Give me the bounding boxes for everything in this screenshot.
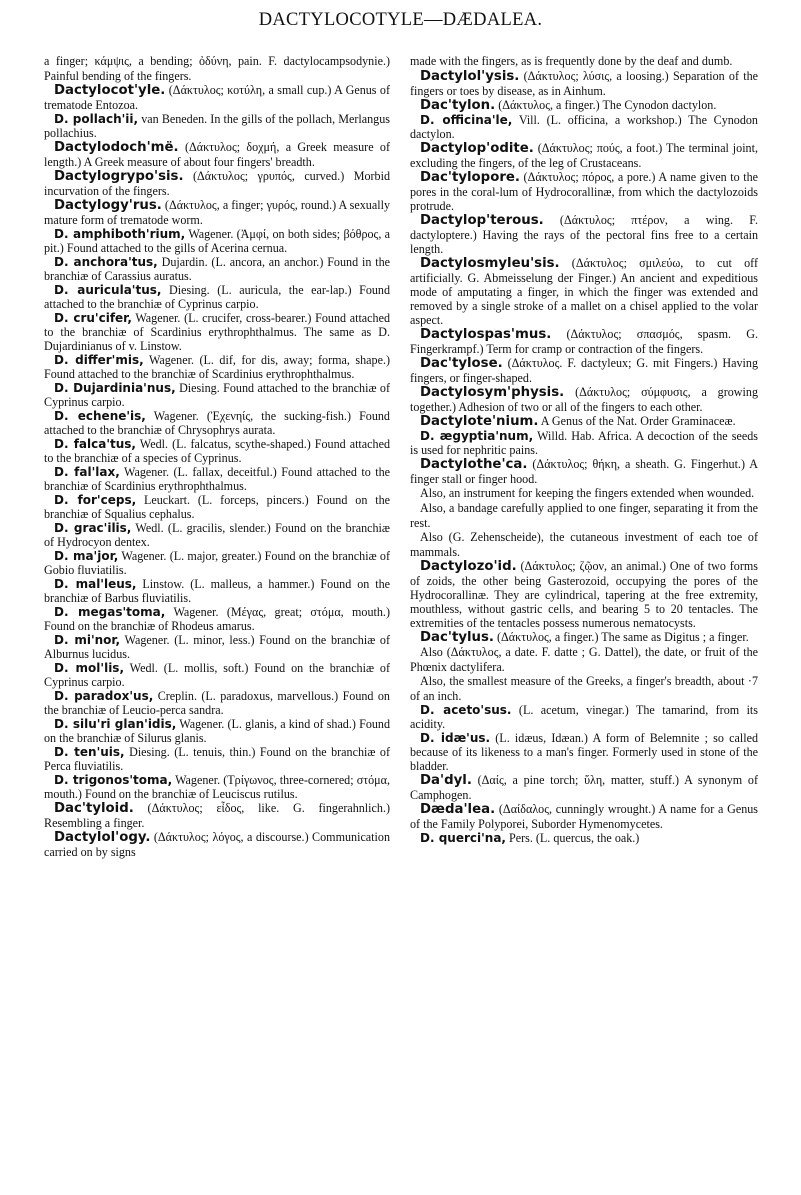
definition: (Δάκτυλος; ζῷον, an animal.) One of two forms of zoids, the other being Gasterozoid, occupying the pores of the Hydrocorallinæ. They are cylindrical, tapering at the free extremity, mouthless, without gastric cells, and bearing 5 to 20 tentacles. The extremities of the tentacles possess numerous nematocysts. (410, 559, 758, 630)
entry (44, 112, 390, 140)
definition: van Beneden. In the gills of the pollach, Merlangus pollachius. (44, 112, 390, 140)
headword: D. differ'mis, (54, 353, 144, 367)
headword: Da'dyl. (420, 773, 472, 788)
entry (44, 169, 390, 198)
entry (410, 530, 758, 559)
entry (44, 717, 390, 745)
entry (410, 327, 758, 356)
definition: Wagener. (L. major, greater.) Found on the branchiæ of Gobio fluviatilis. (44, 549, 390, 577)
definition: Diesing. (L. tenuis, thin.) Found on the branchiæ of Perca fluviatilis. (44, 745, 390, 773)
entry (410, 674, 758, 703)
headword: D. ma'jor, (54, 549, 119, 563)
entry (410, 802, 758, 831)
entry (44, 605, 390, 633)
definition: Creplin. (L. paradoxus, marvellous.) Found on the branchiæ of Leucio-perca sandra. (44, 689, 390, 717)
entry (44, 689, 390, 717)
definition: Wedl. (L. falcatus, scythe-shaped.) Found attached to the branchiæ of a species of Cyprinus. (44, 437, 390, 465)
entry (410, 113, 758, 141)
entry (410, 731, 758, 773)
definition: (Δάκτυλος; πόρος, a pore.) A name given to the pores in the coral-lum of Hydrocorallinæ, from which the dactylozoids protrude. (410, 170, 758, 213)
entry (44, 227, 390, 255)
definition: Wedl. (L. mollis, soft.) Found on the branchiæ of Cyprinus carpio. (44, 661, 390, 689)
headword: Dactylol'ogy. (54, 830, 151, 845)
definition: Vill. (L. officina, a workshop.) The Cynodon dactylon. (410, 113, 758, 141)
definition: Also, the smallest measure of the Greeks, a finger's breadth, about ·7 of an inch. (410, 674, 758, 703)
entry (44, 830, 390, 859)
definition: made with the fingers, as is frequently done by the deaf and dumb. (410, 54, 733, 68)
headword: Dactylodoch'më. (54, 140, 179, 155)
definition: Diesing. (L. auricula, the ear-lap.) Found attached to the branchiæ of Cyprinus carpio. (44, 283, 391, 311)
entry (44, 311, 390, 353)
headword: Dactylothe'ca. (420, 457, 528, 472)
headword: D. Dujardinia'nus, (54, 381, 176, 395)
entry (410, 69, 758, 98)
definition: Wagener. (L. glanis, a kind of shad.) Found on the branchiæ of Silurus glanis. (44, 717, 391, 745)
definition: (Δάκτυλος; πτέρον, a wing. F. dactyloptere.) Having the rays of the pectoral fins free to a certain length. (410, 213, 758, 256)
definition: (Δάκτυλος; σμιλεύω, to cut off artificially. G. Abmeisselung der Finger.) An ancient and expeditious mode of amputating a finger, in which the finger was extended and removed by a single stroke of a mallet on a chisel applied to the volar aspect. (410, 256, 758, 327)
definition: Wagener. (Μέγας, great; στόμα, mouth.) Found on the branchiæ of Rhodeus amarus. (44, 605, 390, 633)
headword: Dactylocot'yle. (54, 83, 166, 98)
entry (44, 83, 390, 112)
definition: (Δάκτυλος; πούς, a foot.) The terminal joint, excluding the fingers, of the leg of Crustaceans. (410, 141, 758, 170)
headword: D. falca'tus, (54, 437, 136, 451)
headword: Dactylozo'id. (420, 559, 517, 574)
headword: D. amphiboth'rium, (54, 227, 186, 241)
headword: D. echene'is, (54, 409, 146, 423)
headword: Dac'tylus. (420, 630, 494, 645)
definition: (Δάκτυλος, a finger; γυρός, round.) A sexually mature form of trematode worm. (44, 198, 390, 227)
definition: (Δάκτυλος; λύσις, a loosing.) Separation of the fingers or toes by disease, as in Ainhum. (410, 69, 758, 98)
definition: (Δάκτυλος; σύμφυσις, a growing together.) Adhesion of two or all of the fingers to each other. (410, 385, 758, 414)
definition: (Δαίς, a pine torch; ὕλη, matter, stuff.) A synonym of Camphogen. (410, 773, 758, 802)
definition: Diesing. Found attached to the branchiæ of Cyprinus carpio. (44, 381, 391, 409)
entry (410, 486, 758, 501)
definition: (L. acetum, vinegar.) The tamarind, from its acidity. (410, 703, 759, 731)
definition: Leuckart. (L. forceps, pincers.) Found on the branchiæ of Squalius cephalus. (44, 493, 391, 521)
entry (410, 559, 758, 630)
definition: (Δάκτυλος; σπασμός, spasm. G. Fingerkrampf.) Term for cramp or contraction of the fingers. (410, 327, 758, 356)
entry (410, 213, 758, 256)
headword: D. auricula'tus, (54, 283, 162, 297)
definition: (Δάκτυλος; εἶδος, like. G. fingerahnlich.) Resembling a finger. (44, 801, 390, 830)
entry (410, 141, 758, 170)
entry (44, 54, 390, 83)
definition: Linstow. (L. malleus, a hammer.) Found on the branchiæ of Barbus fluviatilis. (44, 577, 390, 605)
entry (410, 703, 758, 731)
definition: Wedl. (L. gracilis, slender.) Found on the branchiæ of Hydrocyon dentex. (44, 521, 390, 549)
definition: (L. idæus, Idæan.) A form of Belemnite ; so called because of its likeness to a man's finger. Formerly used in stone of the bladder. (410, 731, 758, 773)
entry (44, 661, 390, 689)
entry (44, 521, 390, 549)
entry (410, 429, 758, 457)
entry (44, 465, 390, 493)
definition: (Δάκτυλος, a finger.) The Cynodon dactylon. (495, 98, 717, 112)
definition: Wagener. (L. minor, less.) Found on the branchiæ of Alburnus lucidus. (44, 633, 390, 661)
headword: Dactylosym'physis. (420, 385, 565, 400)
definition: Wagener. (Τρίγωνος, three-cornered; στόμα, mouth.) Found on the branchiæ of Leuciscus rutilus. (44, 773, 390, 801)
headword: D. idæ'us. (420, 731, 491, 745)
definition: Dujardin. (L. ancora, an anchor.) Found in the branchiæ of Carassius auratus. (44, 255, 390, 283)
headword: D. mi'nor, (54, 633, 121, 647)
entry (44, 409, 390, 437)
headword: Dactylospas'mus. (420, 327, 552, 342)
headword: D. querci'na, (420, 831, 506, 845)
headword: Dac'tylon. (420, 98, 496, 113)
headword: Dactylop'odite. (420, 141, 534, 156)
entry (44, 577, 390, 605)
headword: D. ten'uis, (54, 745, 125, 759)
entry (410, 54, 758, 69)
headword: D. fal'lax, (54, 465, 120, 479)
entry (44, 255, 390, 283)
definition: Wagener. (L. crucifer, cross-bearer.) Found attached to the branchiæ of Scardinius erythrophthalmus. The same as D. Dujardinianus of v. Linstow. (44, 311, 391, 353)
definition: (Δάκτυλος, a finger.) The same as Digitus ; a finger. (493, 630, 749, 644)
entry (410, 170, 758, 213)
entry (410, 773, 758, 802)
definition: (Δάκτυλος; κοτύλη, a small cup.) A Genus of trematode Entozoa. (44, 83, 390, 112)
headword: Dactylote'nium. (420, 414, 539, 429)
definition: Wagener. (Ἐχενηίς, the sucking-fish.) Found attached to the branchiæ of Chrysophrys aurata. (44, 409, 390, 437)
headword: D. aceto'sus. (420, 703, 512, 717)
definition: Wagener. (L. fallax, deceitful.) Found attached to the branchiæ of Scardinius erythrophthalmus. (44, 465, 391, 493)
headword: D. officina'le, (420, 113, 513, 127)
entry (44, 283, 390, 311)
definition: (Δαίδαλος, cunningly wrought.) A name for a Genus of the Family Polyporei, Suborder Hymenomycetes. (410, 802, 758, 831)
headword: Dactylogrypo'sis. (54, 169, 184, 184)
definition: (Δάκτυλος; θήκη, a sheath. G. Fingerhut.) A finger stall or finger hood. (410, 457, 758, 486)
left-column (44, 54, 390, 859)
entry (410, 645, 758, 674)
headword: D. megas'toma, (54, 605, 166, 619)
definition: Wagener. (Ἀμφί, on both sides; βόθρος, a pit.) Found attached to the gills of Acerina cernua. (44, 227, 391, 255)
entry (44, 549, 390, 577)
entry (44, 801, 390, 830)
entry (44, 633, 390, 661)
definition: A Genus of the Nat. Order Graminaceæ. (538, 414, 736, 428)
definition: (Δάκτυλος; γρυπός, curved.) Morbid incurvation of the fingers. (44, 169, 390, 198)
headword: Dactylol'ysis. (420, 69, 520, 84)
headword: Dactylosmyleu'sis. (420, 256, 560, 271)
headword: Dactylogy'rus. (54, 198, 162, 213)
headword: Dactylop'terous. (420, 213, 544, 228)
entry (44, 353, 390, 381)
headword: Dæda'lea. (420, 802, 496, 817)
definition: Willd. Hab. Africa. A decoction of the seeds is used for nephritic pains. (410, 429, 759, 457)
entry (410, 630, 758, 645)
headword: D. mol'lis, (54, 661, 125, 675)
definition: Also (Δάκτυλος, a date. F. datte ; G. Dattel), the date, or fruit of the Phœnix dactylifera. (410, 645, 758, 674)
entry (44, 381, 390, 409)
definition: (Δάκτυλος. F. dactyleux; G. mit Fingers.) Having fingers, or finger-shaped. (410, 356, 758, 385)
headword: D. silu'ri glan'idis, (54, 717, 177, 731)
definition: Also, a bandage carefully applied to one finger, separating it from the rest. (410, 501, 758, 530)
headword: Dac'tylopore. (420, 170, 520, 185)
entry (410, 385, 758, 414)
definition: Pers. (L. quercus, the oak.) (506, 831, 640, 845)
entry (44, 140, 390, 169)
headword: D. ægyptia'num, (420, 429, 534, 443)
entry (410, 501, 758, 530)
headword: Dac'tylose. (420, 356, 503, 371)
definition: Wagener. (L. dif, for dis, away; forma, shape.) Found attached to the branchiæ of Scardinius erythrophthalmus. (44, 353, 390, 381)
definition: (Δάκτυλος; λόγος, a discourse.) Communication carried on by signs (44, 830, 390, 859)
definition: a finger; κάμψις, a bending; ὀδύνη, pain. F. dactylocampsodynie.) Painful bending of the fingers. (44, 54, 390, 83)
definition: Also, an instrument for keeping the fingers extended when wounded. (420, 486, 755, 500)
headword: D. paradox'us, (54, 689, 154, 703)
right-column (410, 54, 758, 845)
headword: D. pollach'ii, (54, 112, 139, 126)
entry (410, 98, 758, 113)
headword: D. trigonos'toma, (54, 773, 173, 787)
entry (44, 745, 390, 773)
entry (410, 414, 758, 429)
definition: Also (G. Zehenscheide), the cutaneous investment of each toe of mammals. (410, 530, 758, 559)
entry (44, 773, 390, 801)
entry (410, 356, 758, 385)
headword: D. mal'leus, (54, 577, 137, 591)
headword: Dac'tyloid. (54, 801, 134, 816)
headword: D. cru'cifer, (54, 311, 132, 325)
entry (410, 256, 758, 327)
headword: D. for'ceps, (54, 493, 137, 507)
entry (44, 198, 390, 227)
headword: D. grac'ilis, (54, 521, 132, 535)
entry (44, 493, 390, 521)
page-header: DACTYLOCOTYLE—DÆDALEA. (258, 10, 543, 30)
definition: (Δάκτυλος; δοχμή, a Greek measure of length.) A Greek measure of about four fingers' breadth. (44, 140, 390, 169)
entry (44, 437, 390, 465)
entry (410, 831, 758, 845)
headword: D. anchora'tus, (54, 255, 158, 269)
entry (410, 457, 758, 486)
